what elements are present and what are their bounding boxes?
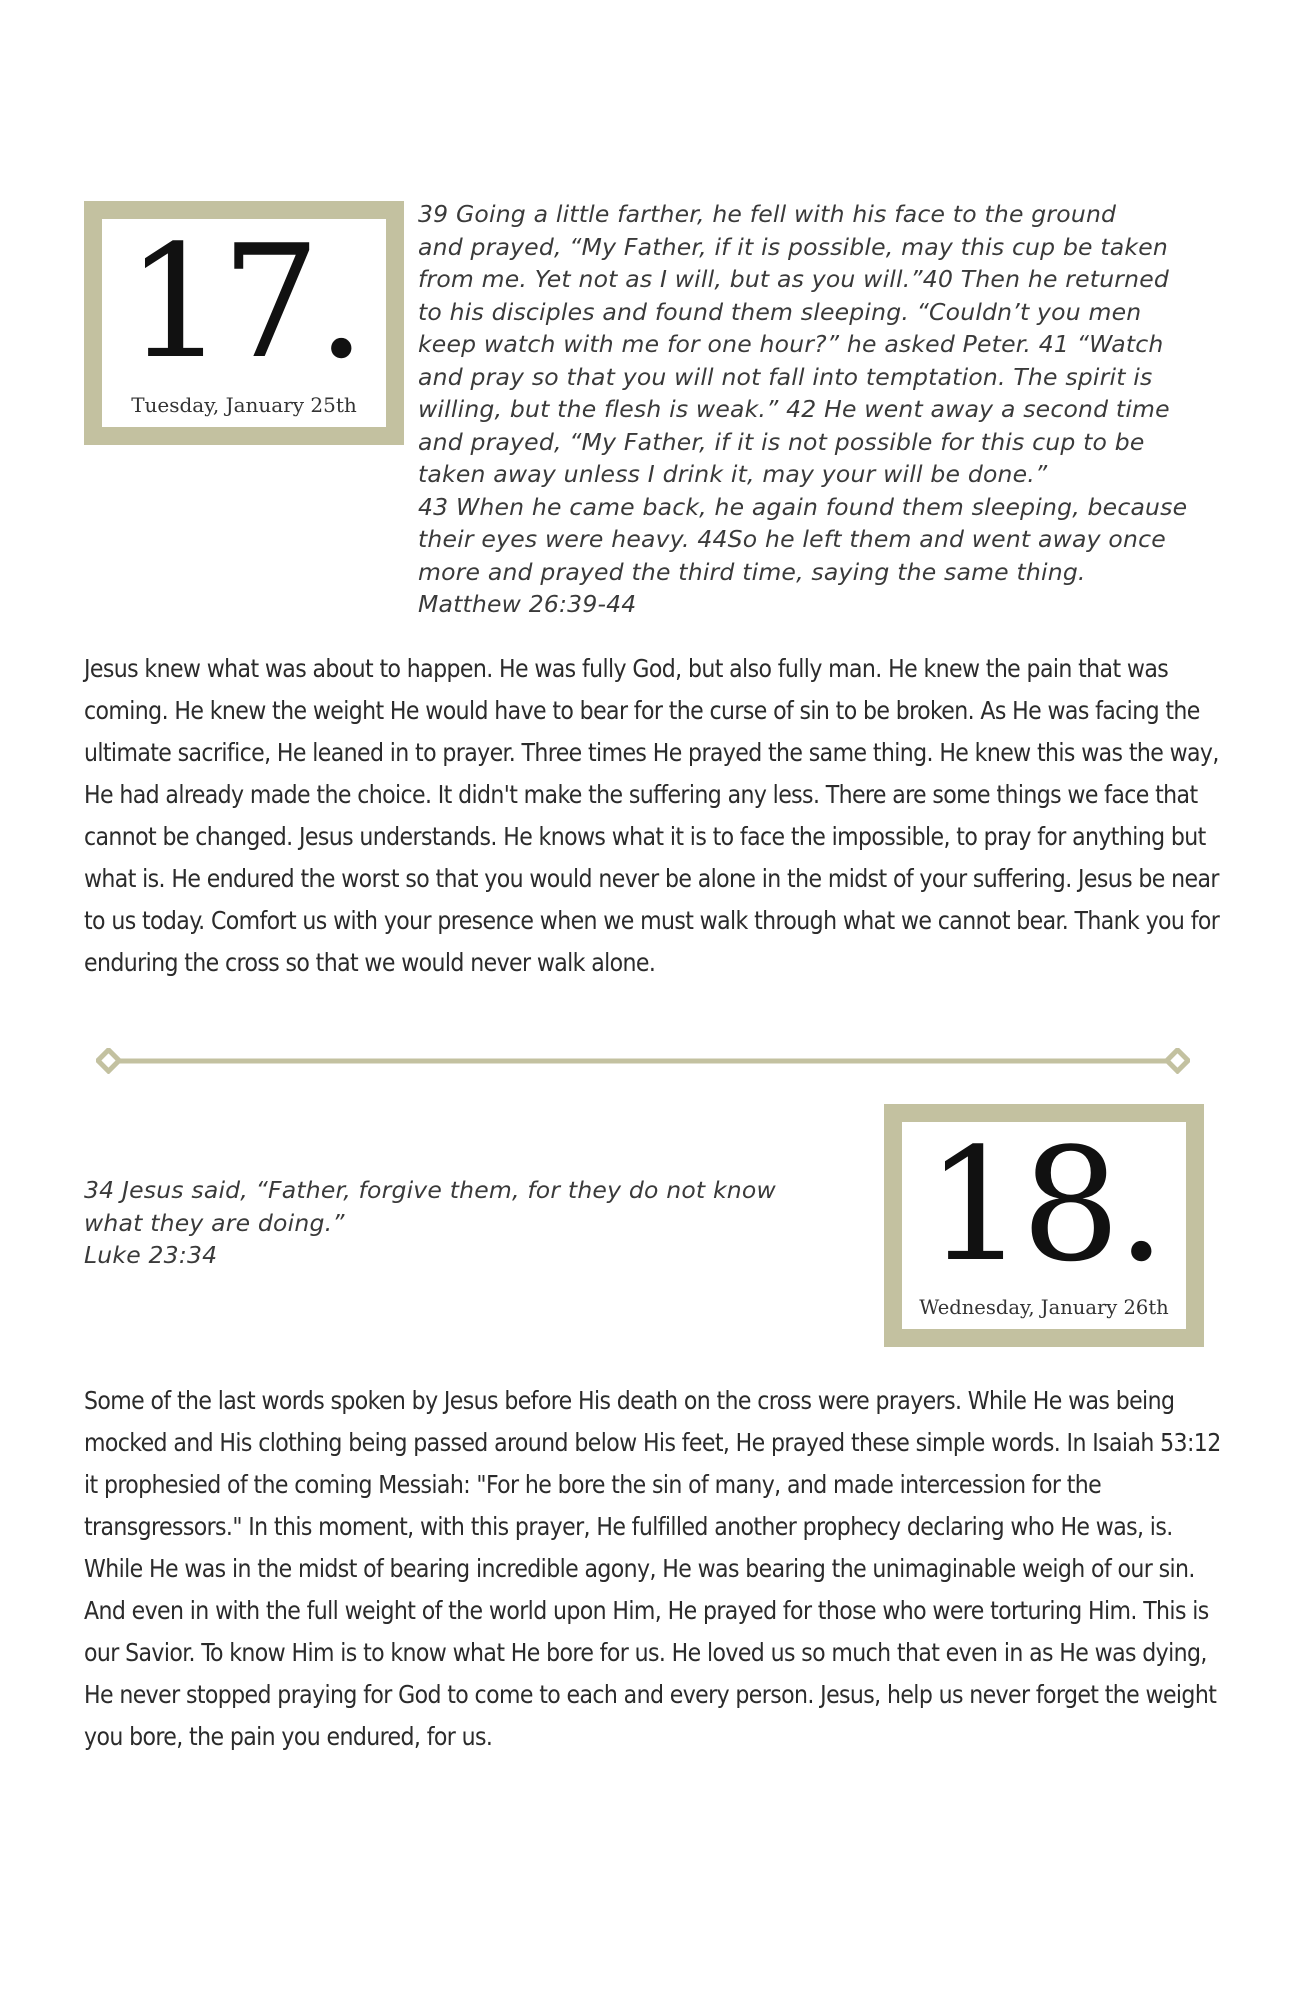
day-17-date-card-inner	[102, 211, 386, 427]
day-17-number: 17.	[125, 211, 363, 393]
day-17-date: Tuesday, January 25th	[131, 393, 357, 417]
section-divider	[96, 1048, 1190, 1074]
day-18-date-card-inner	[902, 1114, 1186, 1329]
day-18-date: Wednesday, January 26th	[919, 1296, 1169, 1319]
day-17-reflection: Jesus knew what was about to happen. He was fully God, but also fully man. He knew the pain that was coming. He knew the weight He would have to bear for the curse of sin to be broken. As He was facing the ultimate sacrifice, He leaned in to prayer. Three times He prayed the same thing. He knew this was the way, He had already made the choice. It didn't make the suffering any less. There are some things we face that cannot be changed. Jesus understands. He knows what it is to face the impossible, to pray for anything but what is. He endured the worst so that you would never be alone in the midst of your suffering. Jesus be near to us today. Comfort us with your presence when we must walk through what we cannot bear. Thank you for enduring the cross so that we would never walk alone.	[84, 654, 1220, 977]
day-18-reflection: Some of the last words spoken by Jesus before His death on the cross were prayers. While He was being mocked and His clothing being passed around below His feet, He prayed these simple words. In Isaiah 53:12 it prophesied of the coming Messiah: "For he bore the sin of many, and made intercession for the transgressors." In this moment, with this prayer, He fulfilled another prophecy declaring who He was, is. While He was in the midst of bearing incredible agony, He was bearing the unimaginable weigh of our sin. And even in with the full weight of the world upon Him, He prayed for those who were torturing Him. This is our Savior. To know Him is to know what He bore for us. He loved us so much that even in as He was dying, He never stopped praying for God to come to each and every person. Jesus, help us never forget the weight you bore, the pain you endured, for us.	[84, 1386, 1221, 1751]
day-18-number: 18.	[925, 1114, 1163, 1296]
day-18-scripture: 34 Jesus said, “Father, forgive them, for they do not know what they are doing.” Luke 23:34	[84, 1176, 776, 1269]
day-17-date-card	[84, 201, 404, 445]
day-17-scripture: 39 Going a little farther, he fell with his face to the ground and prayed, “My Father, if it is possible, may this cup be taken from me. Yet not as I will, but as you will.”40 Then he returned to his disciples and found them sleeping. “Couldn’t you men keep watch with me for one hour?” he asked Peter. 41 “Watch and pray so that you will not fall into temptation. The spirit is willing, but the flesh is weak.” 42 He went away a second time and prayed, “My Father, if it is not possible for this cup to be taken away unless I drink it, may your will be done.” 43 When he came back, he again found them sleeping, because their eyes were heavy. 44So he left them and went away once more and prayed the third time, saying the same thing. Matthew 26:39-44	[418, 200, 1188, 618]
day-18-date-card	[884, 1104, 1204, 1347]
